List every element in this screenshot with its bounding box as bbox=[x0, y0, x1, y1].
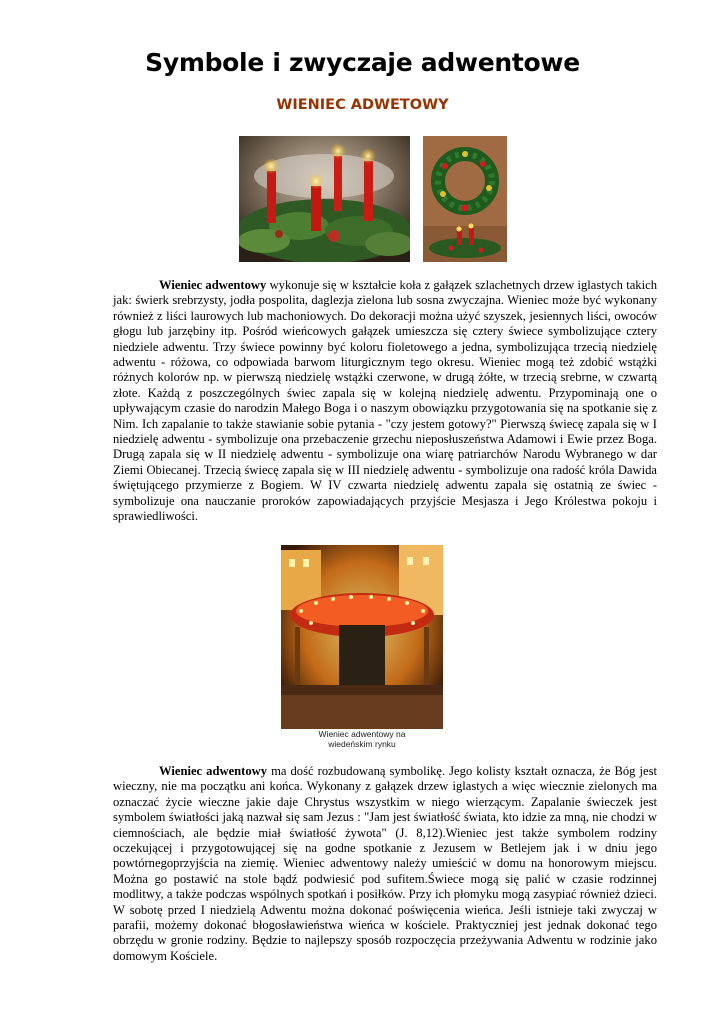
photo-caption-line: Wieniec adwentowy na bbox=[318, 729, 406, 739]
paragraph-text: wykonuje się w kształcie koła z gałązek szlachetnych drzew iglastych takich jak: świerk srebrzysty, jodła pospolita, daglezja zielona lub sosna zwyczajna. Wieniec może być wykonany również z liści laurowych lub machoniowych. Do dekoracji można użyć szyszek, jesiennych liści, owoców głogu lub jarzębiny itp. Pośród wieńcowych gałązek umieszcza się cztery świece symbolizujące cztery niedziele adwentu. Trzy świece powinny być koloru fioletowego a jedna, symbolizująca trzecią niedzielę adwentu - różowa, co odpowiada barwom liturgicznym tego okresu. Wieniec mogą też zdobić wstążki różnych kolorów np. w pierwszą niedzielę wstążki czerwone, w drugą żółte, w trzecią srebrne, w czwartą złote. Każdą z poszczególnych świec zapala się w kolejną niedzielę adwentu. Przypominają one o upływającym czasie do narodzin Małego Boga i o naszym obowiązku przygotowania się na spotkanie się z Nim. Ich zapalanie to także stawianie sobie pytania - "czy jestem gotowy?" Pierwszą świecę zapala się w I niedzielę adwentu - symbolizuje ona przebaczenie grzechu nieposłuszeństwa Adamowi i Ewie przez Boga. Drugą zapala się w II niedzielę adwentu - symbolizuje ona wiarę patriarchów Narodu Wybranego w dar Ziemi Obiecanej. Trzecią świecę zapala się w III niedzielę adwentu - symbolizuje ona radość króla Dawida świętującego przymierze z Bogiem. W IV czwarta niedzielę adwentu zapala się ostatnią ze świec - symbolizuje ona nauczanie proroków zapowiadających przyjście Mesjasza i Jego Królestwa pokoju i sprawiedliwości. bbox=[113, 278, 657, 524]
photo-caption bbox=[282, 729, 442, 749]
photo-caption-line: wiedeńskim rynku bbox=[328, 739, 396, 749]
illuminated-wreath-vienna-photo bbox=[281, 545, 443, 729]
paragraph-text: ma dość rozbudowaną symbolikę. Jego kolisty kształt oznacza, że Bóg jest wieczny, nie ma początku ani końca. Wykonany z gałązek drzew iglastych a więc wiecznie zielonych ma oznaczać życie wieczne jakie daje Chrystus wszystkim w niego wierzącym. Zapalanie świeczek jest symbolem światłości jaką nazwał się sam Jezus : "Jam jest światłość świata, kto idzie za mną, nie chodzi w ciemnościach, ale będzie miał światłość żywota" (J. 8,12).Wieniec jest także symbolem rodziny oczekującej i przygotowującej się na godne spotkanie z Jezusem w Betlejem jak i w dniu jego powtórnegoprzyjścia na ziemię. Wieniec adwentowy należy umieścić w domu na honorowym miejscu. Można go postawić na stole bądź podwiesić pod sufitem.Świece mogą się palić w czasie rodzinnej modlitwy, a także podczas wspólnych spotkań i posiłków. Przy ich płomyku mogą zasypiać również dzieci. W sobotę przed I niedzielą Adwentu można dokonać poświęcenia wieńca. Jeśli istnieje taki zwyczaj w parafii, możemy dokonać błogosławieństwa wieńca w kościele. Praktyczniej jest jednak dokonać tego obrzędu w gronie rodziny. Będzie to najlepszy sposób rozpoczęcia przeżywania Adwentu w rodzinie jako domowym Kościele. bbox=[113, 764, 657, 963]
paragraph-wreath-description bbox=[113, 278, 657, 525]
door-wreath-photo bbox=[423, 136, 507, 262]
paragraph-lead: Wieniec adwentowy bbox=[159, 764, 268, 778]
section-heading: WIENIEC ADWETOWY bbox=[276, 97, 449, 113]
wreath-with-red-candles-photo bbox=[239, 136, 410, 262]
paragraph-wreath-symbolism bbox=[113, 764, 657, 964]
paragraph-lead: Wieniec adwentowy bbox=[159, 278, 267, 292]
page-title: Symbole i zwyczaje adwentowe bbox=[145, 48, 580, 77]
